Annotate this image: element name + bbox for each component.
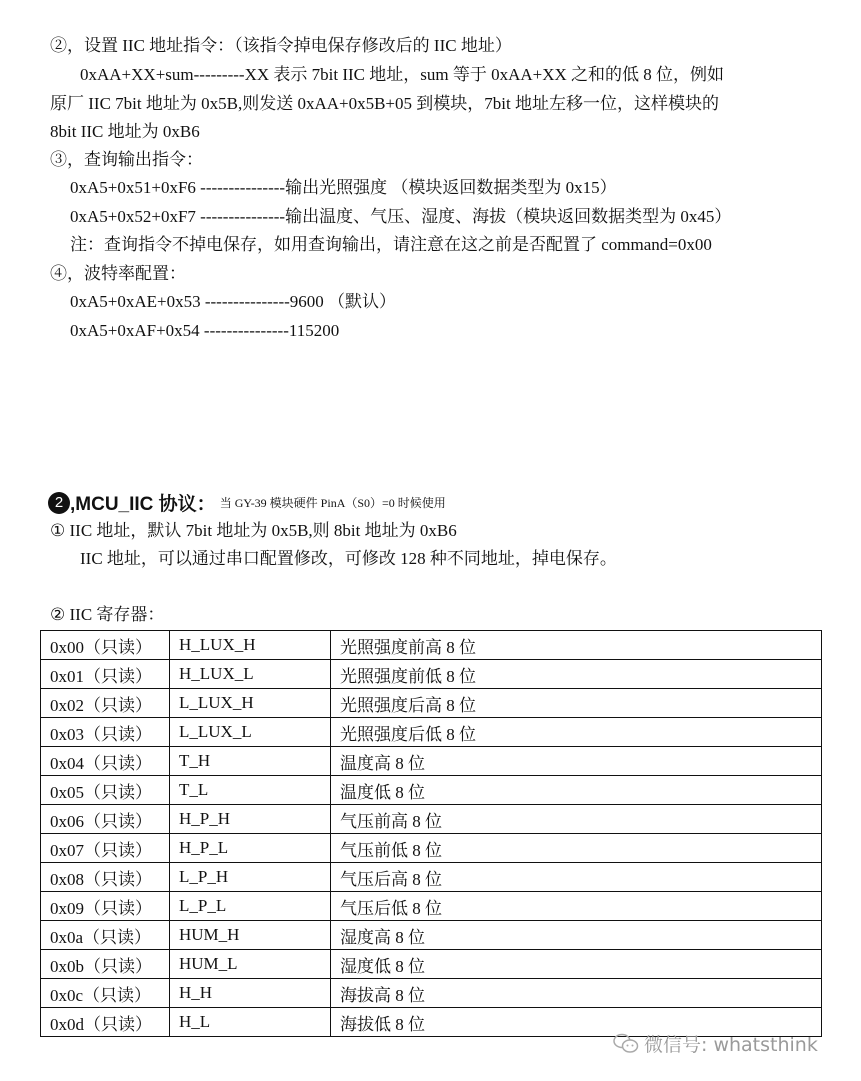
query-heading: ③，查询输出指令： xyxy=(50,150,203,169)
query-line: 0xA5+0x51+0xF6 ---------------输出光照强度 （模块返回数据类型为 0x15） xyxy=(70,178,617,197)
register-address: 0x06（只读） xyxy=(41,805,170,834)
table-row xyxy=(41,660,822,689)
register-name: H_P_H xyxy=(170,805,331,834)
watermark xyxy=(612,1030,818,1057)
mcu-iic-note: 当 GY-39 模块硬件 PinA（S0）=0 时候使用 xyxy=(219,496,446,510)
register-name: H_H xyxy=(170,979,331,1008)
watermark-text: 微信号: whatsthink xyxy=(644,1034,818,1056)
register-address: 0x0a（只读） xyxy=(41,921,170,950)
register-address: 0x0d（只读） xyxy=(41,1008,170,1037)
section-number-badge: 2 xyxy=(48,492,70,514)
iic-register-heading: ② IIC 寄存器： xyxy=(50,605,165,624)
table-row xyxy=(41,689,822,718)
register-description: 光照强度后高 8 位 xyxy=(331,689,822,718)
register-address: 0x07（只读） xyxy=(41,834,170,863)
baud-line: 0xA5+0xAE+0x53 ---------------9600 （默认） xyxy=(70,292,397,311)
register-description: 光照强度前高 8 位 xyxy=(331,631,822,660)
register-description: 气压后高 8 位 xyxy=(331,863,822,892)
register-address: 0x04（只读） xyxy=(41,747,170,776)
table-row xyxy=(41,921,822,950)
table-row xyxy=(41,747,822,776)
register-name: H_P_L xyxy=(170,834,331,863)
table-row xyxy=(41,892,822,921)
register-description: 气压后低 8 位 xyxy=(331,892,822,921)
set-address-line: 原厂 IIC 7bit 地址为 0x5B,则发送 0xAA+0x5B+05 到模块，7bit 地址左移一位，这样模块的 xyxy=(50,94,719,113)
wechat-icon xyxy=(612,1032,640,1056)
register-description: 温度低 8 位 xyxy=(331,776,822,805)
register-name: L_P_H xyxy=(170,863,331,892)
table-row xyxy=(41,718,822,747)
register-name: L_LUX_H xyxy=(170,689,331,718)
table-row xyxy=(41,863,822,892)
query-note: 注：查询指令不掉电保存，如用查询输出，请注意在这之前是否配置了 command=0x00 xyxy=(70,235,712,254)
query-line: 0xA5+0x52+0xF7 ---------------输出温度、气压、湿度、海拔（模块返回数据类型为 0x45） xyxy=(70,207,732,226)
mcu-iic-title: ,MCU_IIC 协议： xyxy=(70,494,216,515)
register-address: 0x0c（只读） xyxy=(41,979,170,1008)
register-description: 光照强度前低 8 位 xyxy=(331,660,822,689)
register-description: 光照强度后低 8 位 xyxy=(331,718,822,747)
set-address-line: 8bit IIC 地址为 0xB6 xyxy=(50,122,200,141)
set-address-line: 0xAA+XX+sum---------XX 表示 7bit IIC 地址，sum 等于 0xAA+XX 之和的低 8 位，例如 xyxy=(80,65,725,84)
iic-address-sub: IIC 地址，可以通过串口配置修改，可修改 128 种不同地址，掉电保存。 xyxy=(80,549,617,568)
table-row xyxy=(41,950,822,979)
mcu-iic-heading xyxy=(48,489,446,516)
register-address: 0x09（只读） xyxy=(41,892,170,921)
register-address: 0x05（只读） xyxy=(41,776,170,805)
set-address-heading: ②，设置 IIC 地址指令：（该指令掉电保存修改后的 IIC 地址） xyxy=(50,36,512,55)
baud-heading: ④，波特率配置： xyxy=(50,264,186,283)
table-row xyxy=(41,805,822,834)
register-name: HUM_L xyxy=(170,950,331,979)
table-row xyxy=(41,979,822,1008)
register-name: H_LUX_L xyxy=(170,660,331,689)
register-address: 0x03（只读） xyxy=(41,718,170,747)
register-name: HUM_H xyxy=(170,921,331,950)
register-address: 0x0b（只读） xyxy=(41,950,170,979)
register-description: 海拔低 8 位 xyxy=(331,1008,822,1037)
register-name: T_H xyxy=(170,747,331,776)
table-row xyxy=(41,776,822,805)
table-row xyxy=(41,834,822,863)
register-address: 0x08（只读） xyxy=(41,863,170,892)
register-address: 0x00（只读） xyxy=(41,631,170,660)
register-description: 湿度低 8 位 xyxy=(331,950,822,979)
register-name: L_LUX_L xyxy=(170,718,331,747)
register-description: 温度高 8 位 xyxy=(331,747,822,776)
register-address: 0x01（只读） xyxy=(41,660,170,689)
register-description: 湿度高 8 位 xyxy=(331,921,822,950)
register-address: 0x02（只读） xyxy=(41,689,170,718)
register-name: H_LUX_H xyxy=(170,631,331,660)
iic-address-item: ① IIC 地址，默认 7bit 地址为 0x5B,则 8bit 地址为 0xB6 xyxy=(50,521,457,540)
register-description: 气压前低 8 位 xyxy=(331,834,822,863)
register-description: 气压前高 8 位 xyxy=(331,805,822,834)
register-name: H_L xyxy=(170,1008,331,1037)
register-table xyxy=(40,630,822,1037)
register-name: L_P_L xyxy=(170,892,331,921)
register-description: 海拔高 8 位 xyxy=(331,979,822,1008)
baud-line: 0xA5+0xAF+0x54 ---------------115200 xyxy=(70,321,340,340)
register-name: T_L xyxy=(170,776,331,805)
table-row xyxy=(41,631,822,660)
